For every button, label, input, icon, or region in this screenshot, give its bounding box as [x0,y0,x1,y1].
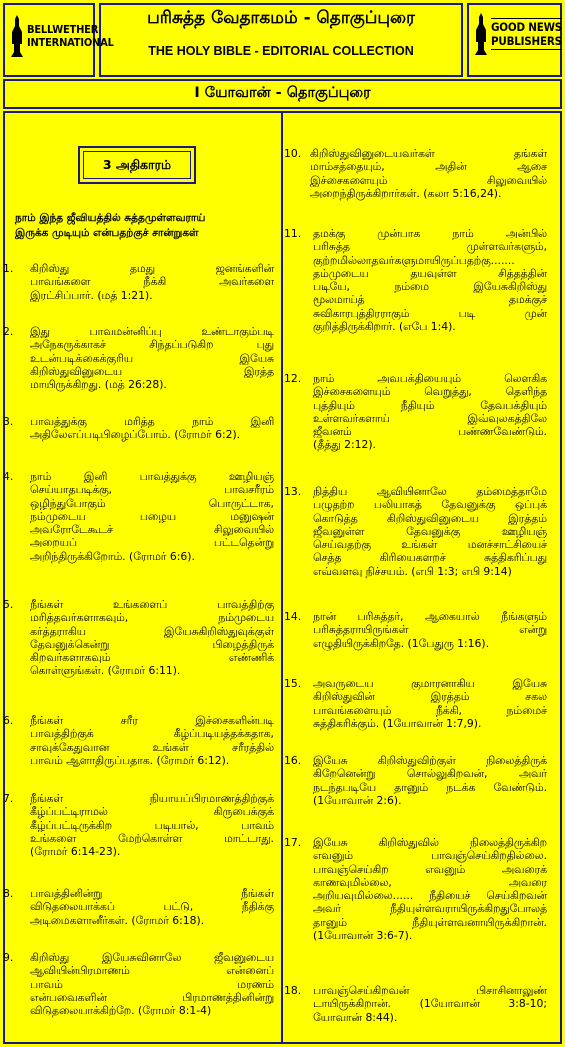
verse-item [3,951,274,1018]
verse-item [3,887,274,927]
verse-line: (தீத்து 2:12). [313,438,376,452]
verse-line: இது பாவமன்னிப்பு உண்டாகும்படி [30,325,274,338]
verse-number: 18. [284,984,302,997]
verse-line: கொடுத்த கிறிஸ்துவினுடைய இரத்தம் [313,511,547,525]
verse-line: (1யோவான் 2:6). [313,793,402,807]
verse-line: தானும் நீதியுள்ளவனாயிருக்கிறான். [313,915,547,929]
verse-line: விடுதலையாக்கிற்றே. (ரோமர் 8:1-4) [30,1004,212,1018]
verse-line: நீங்கள் உங்களைப் பாவத்திற்கு [30,598,274,611]
verse-line: ஒழிந்துபோகும் பொருட்டாக, [30,496,274,510]
verse-line: நீங்கள் சரீர இச்சைகளின்படி [30,714,274,727]
verse-item [284,610,547,650]
chapter-box [78,146,196,184]
verse-item [284,147,547,200]
verse-line: நீங்கள் நியாயப்பிரமாணத்திற்குக் [30,792,274,805]
verse-line: நாம் அவபக்தியையும் லௌகிக [313,372,547,385]
verse-line: சுவிகாரபுத்திரராகும் படி முன் [313,306,547,320]
verse-line: செய்வதற்கு உங்கள் மனச்சாட்சியைச் [313,538,547,552]
verse-number: 9. [3,951,14,964]
section-heading [15,211,273,241]
verse-line: ஜீவனுள்ள தேவனுக்கு ஊழியஞ் [313,524,547,538]
verse-line: நம்முடைய பழைய மனுஷன் [30,509,274,523]
verse-line: பாவத்திற்குக் கீழ்ப்படியத்தக்கதாக, [30,727,274,741]
verse-item [3,598,274,678]
verse-line: பாவத்துக்கு மரித்த நாம் இனி [30,415,274,428]
bellwether-icon [10,14,24,58]
verse-item [284,485,547,578]
verse-line: பரிசுத்த முள்ளவர்களும், [313,240,547,254]
verse-line: நித்திய ஆவியினாலே தம்மைத்தாமே [313,485,547,498]
verse-line: விடுதலையாக்கப் பட்டு, நீதிக்கு [30,900,274,914]
verse-line: குற்றமில்லாதவர்களுமாயிருப்பதற்கு....... [313,253,515,267]
verse-number: 2. [3,325,14,338]
verse-line: தம்முடைய தயவுள்ள சித்தத்தின் [313,266,547,280]
verse-line: சாவுக்கேதுவான உங்கள் சரீரத்தில் [30,740,274,754]
verse-line: அவரோடேகூடச் சிலுவையில் [30,523,274,537]
logo-right-line-2: PUBLISHERS [491,34,562,48]
verse-line: அறிந்திருக்கிறோம். (ரோமர் 6:6). [30,549,195,563]
good-news-icon [474,12,488,56]
verse-line: கிறேனென்று சொல்லுகிறவன், அவர் [313,767,547,781]
verse-line: உள்ளவர்களாய் இவ்வுலகத்திலே [313,411,547,425]
verse-line: இயேசு கிறிஸ்துவிற்குள் நிலைத்திருக் [313,754,547,767]
page-title-tamil: பரிசுத்த வேதாகமம் - தொகுப்புரை [147,8,415,28]
verse-line: மரித்தவர்களாகவும், நம்முடைய [30,611,274,625]
verse-line: பாவம் ஆளாதிருப்பதாக. (ரோமர் 6:12). [30,753,230,767]
logo-left-line-1: BELLWETHER [27,23,99,36]
verse-item [284,836,547,943]
page-title-english: THE HOLY BIBLE - EDITORIAL COLLECTION [148,44,414,58]
verse-line: பாவஞ்செய்கிற எவனும் அவரைக் [313,862,547,876]
verse-line: அறைந்திருக்கிறார்கள். (கலா 5:16,24). [310,186,502,200]
verse-number: 15. [284,677,302,690]
book-subtitle: I யோவான் - தொகுப்புரை [194,85,371,101]
verse-line: பழுதற்ற பலியாகத் தேவனுக்கு ஒப்புக் [313,498,547,512]
verse-number: 17. [284,836,302,849]
verse-line: இச்சைகளையும் சிலுவையில் [310,173,547,187]
verse-item [3,792,274,859]
verse-line: உங்களை மேற்கொள்ள மாட்டாது. [30,831,274,845]
verse-line: குறித்திருக்கிறார். (எபே 1:4). [313,320,456,334]
verse-item [284,754,547,807]
verse-line: பாவங்களையும் நீக்கி, நம்மைச் [313,703,547,717]
verse-number: 1. [3,262,14,275]
verse-line: இயேசு கிறிஸ்துவில் நிலைத்திருக்கிற [313,836,547,849]
verse-line: அவர் நீதியுள்ளவராயிருக்கிறதுபோலத் [313,902,547,916]
verse-line: எவ்வளவு நிச்சயம். (எபி 1:3; எபி 9:14) [313,564,512,578]
verse-line: அறையப் பட்டதென்று [30,536,274,550]
verse-number: 5. [3,598,14,611]
verse-number: 8. [3,887,14,900]
verse-line: என்பவைகளின் பிரமாணத்தினின்று [30,990,274,1004]
verse-number: 4. [3,470,14,483]
verse-line: தேவனுக்கென்று பிழைத்திருக் [30,637,274,651]
verse-line: பாவஞ்செய்கிறவன் பிசாசினாலுண் [313,984,547,997]
verse-line: (ரோமர் 6:14-23). [30,845,121,859]
verse-line: காணவுமில்லை, அவரை [313,875,547,889]
verse-line: நான் பரிசுத்தர், ஆகையால் நீங்களும் [313,610,547,623]
verse-line: ஆவியின்பிரமாணம் என்னைப் [30,964,274,978]
verse-line: மூலமாய்த் தமக்குச் [313,293,547,307]
verse-line: செய்யாதபடிக்கு, பாவசரீரம் [30,483,274,497]
logo-left-line-2: INTERNATIONAL [27,36,114,49]
verse-line: கீழ்ப்பட்டிருக்கிற படியால், பாவம் [30,818,274,832]
verse-line: செத்த கிரியைகளறச் சுத்திகரிப்பது [313,551,547,565]
verse-line: இரட்சிப்பார். (மத் 1:21). [30,288,153,302]
verse-line: கொள்ளுங்கள். (ரோமர் 6:11). [30,664,181,678]
verse-line: படியே, நம்மை இயேசுகிறிஸ்து [313,280,547,294]
logo-right-line-1: GOOD NEWS [491,20,563,34]
verse-line: இச்சைகளையும் வெறுத்து, தெளிந்த [313,385,547,399]
verse-item [284,677,547,730]
verse-line: கர்த்தராகிய இயேசுகிறிஸ்துவுக்குள் [30,624,274,638]
verse-line: எவனும் பாவஞ்செய்கிறதில்லை. [313,849,547,863]
verse-line: அதிலேஎப்படிபிழைப்போம். (ரோமர் 6:2). [30,428,241,442]
verse-number: 6. [3,714,14,727]
verse-number: 3. [3,415,14,428]
verse-line: டாயிருக்கிறான். (1யோவான் 3:8-10; [313,997,547,1011]
verse-line: கிறிஸ்துவினுடைய இரத்த [30,364,274,378]
verse-line: உடன்படிக்கைக்குரிய இயேசு [30,351,274,365]
column-divider [281,113,283,1042]
verse-line: ஜீவனம் பண்ணவேண்டும். [313,425,547,439]
chapter-title: 3 அதிகாரம் [102,156,172,172]
verse-item [3,325,274,392]
verse-line: அறியவுமில்லை...... நீதியைச் செய்கிறவன் [313,889,547,903]
verse-item [284,372,547,452]
verse-line: அவருடைய குமாரனாகிய இயேசு [313,677,547,690]
verse-item [3,470,274,563]
verse-line: கிறிஸ்து இயேசுவினாலே ஜீவனுடைய [30,951,274,964]
good-news-logo [474,12,562,56]
verse-line: அடிமைகளானீர்கள். (ரோமர் 6:18). [30,913,205,927]
verse-line: புத்தியும் நீதியும் தேவபக்தியும் [313,398,547,412]
verse-line: மாயிருக்கிறது. (மத் 26:28). [30,378,167,392]
verse-line: எழுதியிருக்கிறதே. (1பேதுரு 1:16). [313,636,490,650]
verse-item [284,227,547,334]
verse-number: 7. [3,792,14,805]
verse-item [3,262,274,302]
verse-line: நடந்தபடியே தானும் நடக்க வேண்டும். [313,780,547,794]
verse-number: 11. [284,227,302,240]
verse-line: பரிசுத்தராயிருங்கள் என்று [313,623,547,637]
verse-line: கிறிஸ்து தமது ஜனங்களின் [30,262,274,275]
verse-item [3,714,274,767]
verse-line: பாவத்தினின்று நீங்கள் [30,887,274,900]
verse-line: நாம் இனி பாவத்துக்கு ஊழியஞ் [30,470,274,483]
verse-line: தமக்கு முன்பாக நாம் அன்பில் [313,227,547,240]
verse-number: 16. [284,754,302,767]
verse-line: சுத்திகரிக்கும். (1யோவான் 1:7,9). [313,716,482,730]
verse-item [284,984,547,1024]
verse-line: அநேகருக்காகச் சிந்தப்படுகிற புது [30,338,274,352]
verse-number: 10. [284,147,302,160]
verse-line: கிறிஸ்துவின் இரத்தம் சகல [313,690,547,704]
verse-line: கீழ்ப்பட்டிராமல் கிருபைக்குக் [30,805,274,819]
verse-number: 13. [284,485,302,498]
verse-line: பாவங்களை நீக்கி அவர்களை [30,275,274,289]
verse-line: (1யோவான் 3:6-7). [313,929,413,943]
verse-line: பாவம் மரணம் [30,977,274,991]
verse-line: யோவான் 8:44). [313,1010,398,1024]
section-heading-line: இருக்க முடியும் என்பதற்குச் சான்றுகள் [15,227,199,239]
verse-number: 14. [284,610,302,623]
verse-item [3,415,274,442]
verse-line: கிறவர்களாகவும் எண்ணிக் [30,651,274,665]
verse-line: கிறிஸ்துவினுடையவர்கள் தங்கள் [310,147,547,160]
section-heading-line: நாம் இந்த ஜீவியத்தில் சுத்தமுள்ளவராய் [15,212,206,224]
verse-number: 12. [284,372,302,385]
verse-line: மாம்சத்தையும், அதின் ஆசை [310,160,547,174]
